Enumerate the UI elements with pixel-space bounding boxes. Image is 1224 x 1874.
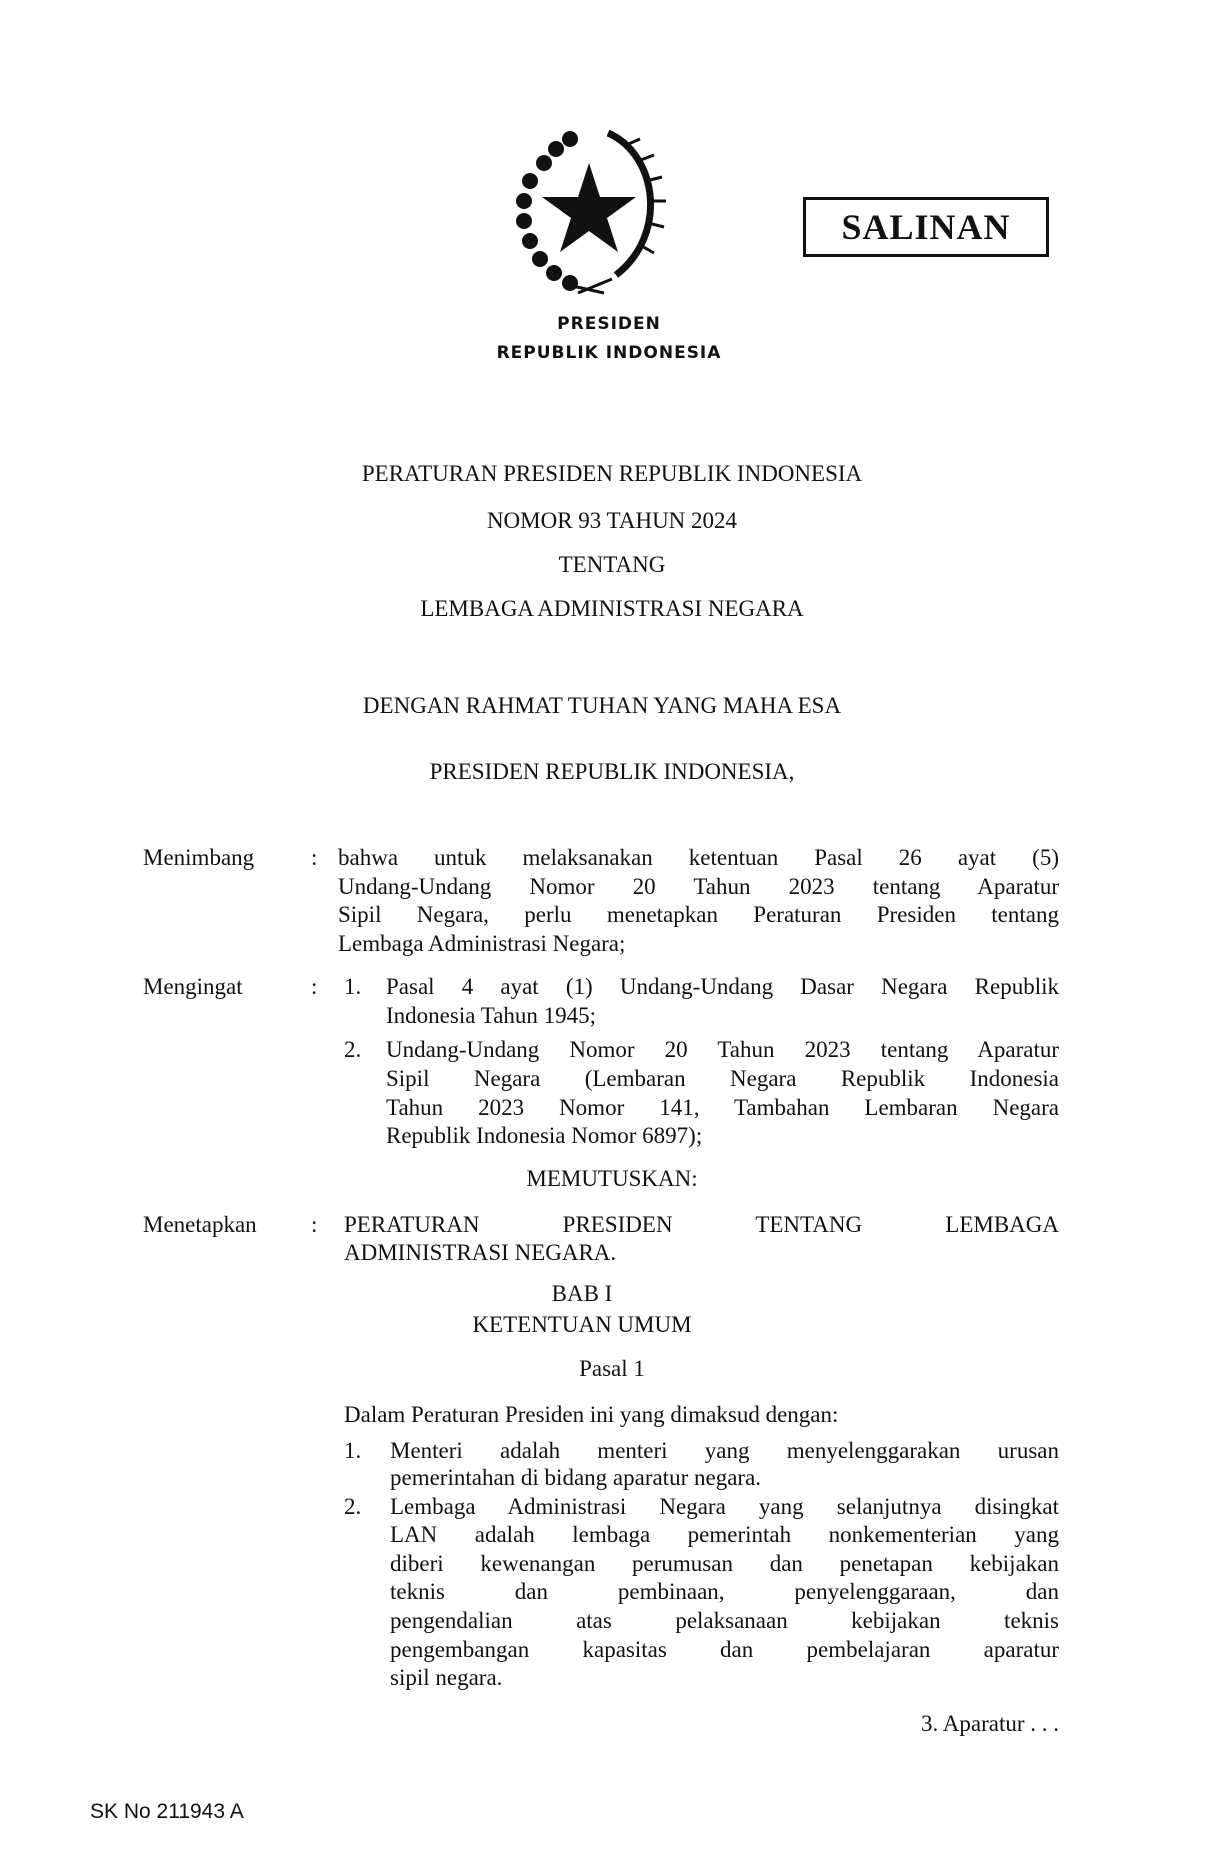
- garuda-emblem-icon: [508, 125, 670, 295]
- definition-line: diberi kewenangan perumusan dan penetapan kebijakan: [390, 1551, 1059, 1576]
- menimbang-line: Lembaga Administrasi Negara;: [338, 931, 626, 956]
- mengingat-line: Sipil Negara (Lembaran Negara Republik Indonesia: [386, 1066, 1059, 1091]
- definition-line: sipil negara.: [390, 1665, 503, 1690]
- colon: :: [311, 845, 318, 870]
- definition-line: Lembaga Administrasi Negara yang selanjutnya disingkat: [390, 1494, 1059, 1519]
- continuation-marker: 3. Aparatur . . .: [921, 1711, 1059, 1736]
- definition-line: Menteri adalah menteri yang menyelenggarakan urusan: [390, 1438, 1059, 1463]
- pasal-intro: Dalam Peraturan Presiden ini yang dimaksud dengan:: [344, 1402, 839, 1427]
- list-number: 1.: [344, 1438, 362, 1463]
- mengingat-line: Pasal 4 ayat (1) Undang-Undang Dasar Negara Republik: [386, 974, 1059, 999]
- definition-line: pengembangan kapasitas dan pembelajaran aparatur: [390, 1637, 1059, 1662]
- header-republik-indonesia: REPUBLIK INDONESIA: [496, 343, 722, 363]
- menimbang-line: bahwa untuk melaksanakan ketentuan Pasal 26 ayat (5): [338, 845, 1059, 870]
- preamble-2: PRESIDEN REPUBLIK INDONESIA,: [429, 759, 795, 784]
- title-line-3: TENTANG: [558, 552, 666, 577]
- mengingat-line: Indonesia Tahun 1945;: [386, 1003, 597, 1028]
- bab-title: KETENTUAN UMUM: [472, 1312, 692, 1337]
- sk-number: SK No 211943 A: [90, 1800, 244, 1823]
- pasal-heading: Pasal 1: [579, 1356, 645, 1381]
- bab-number: BAB I: [551, 1281, 613, 1306]
- mengingat-label: Mengingat: [143, 974, 243, 999]
- menimbang-line: Undang-Undang Nomor 20 Tahun 2023 tentang Aparatur: [338, 874, 1059, 899]
- preamble-1: DENGAN RAHMAT TUHAN YANG MAHA ESA: [362, 693, 842, 718]
- menetapkan-line: ADMINISTRASI NEGARA.: [344, 1240, 617, 1265]
- list-number: 2.: [344, 1494, 362, 1519]
- title-line-2: NOMOR 93 TAHUN 2024: [486, 508, 738, 533]
- definition-line: pemerintahan di bidang aparatur negara.: [390, 1465, 762, 1490]
- salinan-stamp: SALINAN: [803, 197, 1049, 257]
- mengingat-line: Undang-Undang Nomor 20 Tahun 2023 tentang Aparatur: [386, 1037, 1059, 1062]
- definition-line: teknis dan pembinaan, penyelenggaraan, dan: [390, 1579, 1059, 1604]
- definition-line: LAN adalah lembaga pemerintah nonkementerian yang: [390, 1522, 1059, 1547]
- menimbang-line: Sipil Negara, perlu menetapkan Peraturan Presiden tentang: [338, 902, 1059, 927]
- definition-line: pengendalian atas pelaksanaan kebijakan teknis: [390, 1608, 1059, 1633]
- title-line-1: PERATURAN PRESIDEN REPUBLIK INDONESIA: [361, 461, 863, 486]
- mengingat-line: Republik Indonesia Nomor 6897);: [386, 1123, 703, 1148]
- menetapkan-line: PERATURAN PRESIDEN TENTANG LEMBAGA: [344, 1212, 1059, 1237]
- menetapkan-label: Menetapkan: [143, 1212, 257, 1237]
- colon: :: [311, 1212, 318, 1237]
- menimbang-label: Menimbang: [143, 845, 255, 870]
- header-presiden: PRESIDEN: [557, 314, 661, 334]
- list-number: 2.: [344, 1037, 362, 1062]
- list-number: 1.: [344, 974, 362, 999]
- mengingat-line: Tahun 2023 Nomor 141, Tambahan Lembaran Negara: [386, 1095, 1059, 1120]
- memutuskan-heading: MEMUTUSKAN:: [526, 1166, 698, 1191]
- title-line-4: LEMBAGA ADMINISTRASI NEGARA: [420, 596, 804, 621]
- colon: :: [311, 974, 318, 999]
